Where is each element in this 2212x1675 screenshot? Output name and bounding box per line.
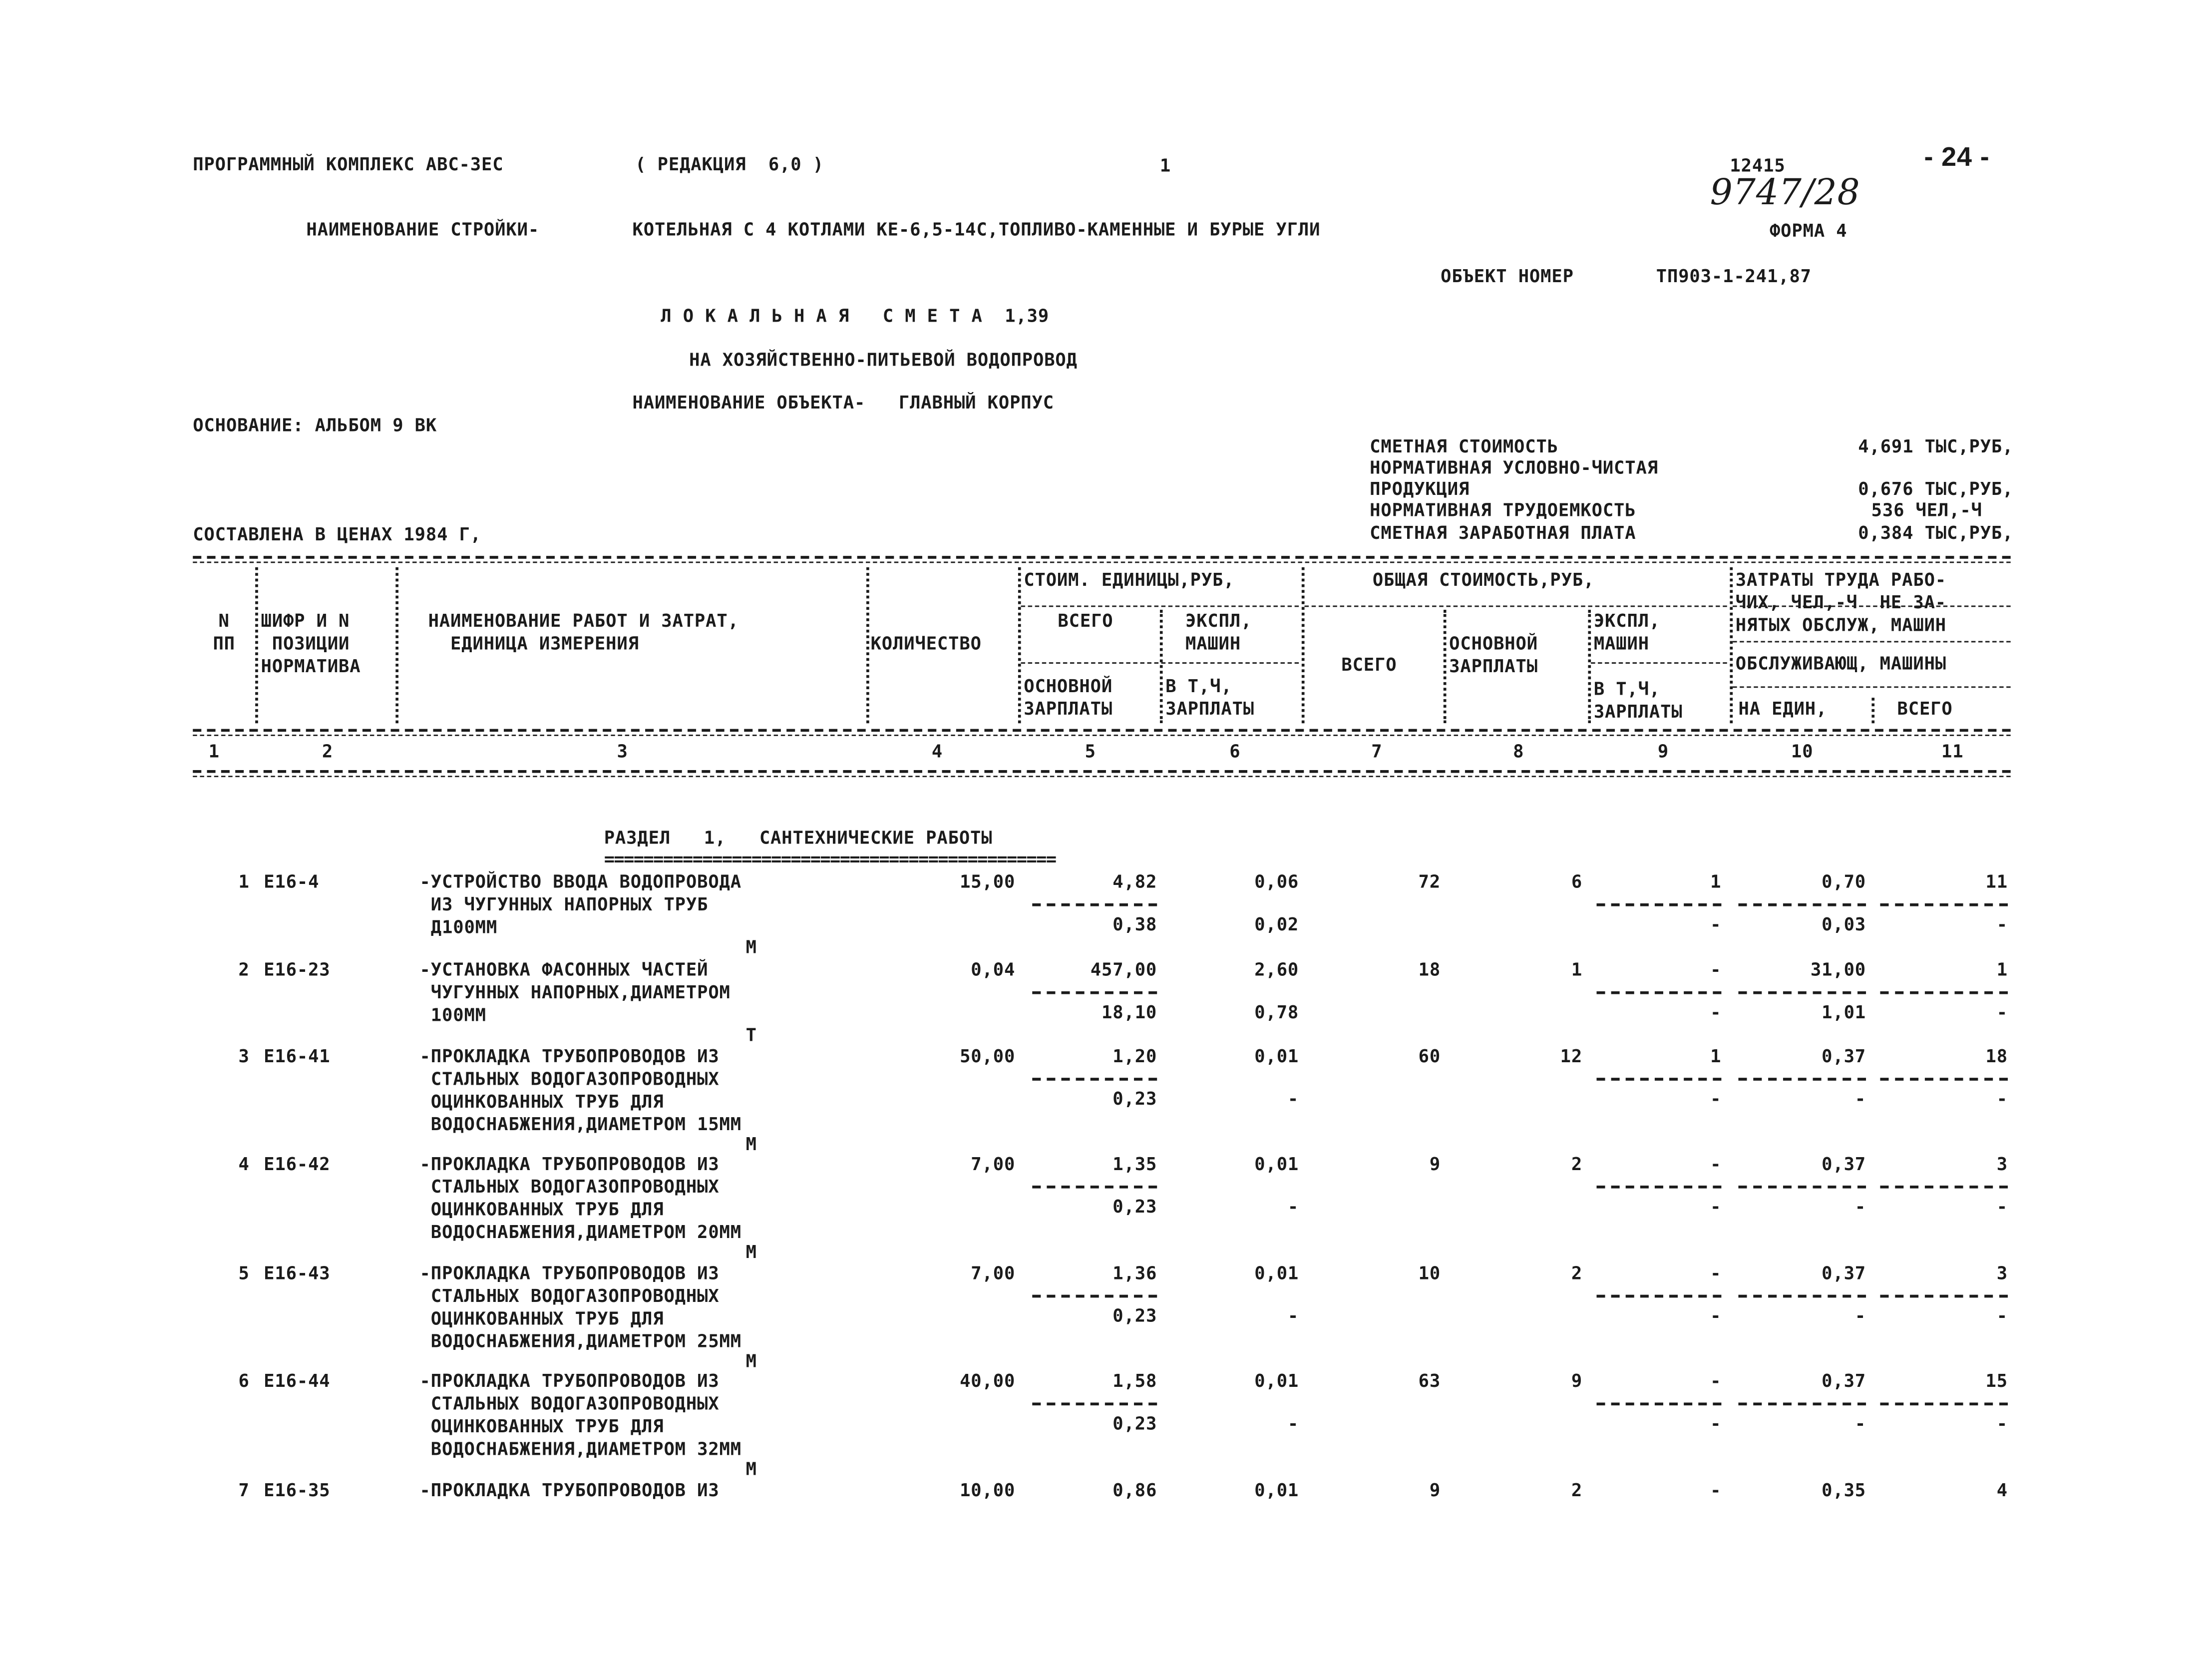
col-divider [1871,698,1874,723]
row-c5: 457,00 [1090,958,1157,980]
row-n: 2 [238,958,250,980]
cell-divider-rule [1032,1186,1157,1189]
handwritten-number: 9747/28 [1710,171,1860,213]
row-c7: 9 [1429,1479,1441,1501]
row-qty: 7,00 [971,1153,1016,1175]
section-title: РАЗДЕЛ 1, САНТЕХНИЧЕСКИЕ РАБОТЫ [604,827,993,848]
row-c6b: 0,02 [1254,913,1299,935]
col-header-c5-top: ВСЕГО [1058,610,1113,631]
cell-divider-rule [1032,903,1157,906]
row-qty: 50,00 [960,1045,1016,1067]
header-subrule [1021,606,1299,607]
cell-divider-rule [1032,1295,1157,1298]
row-c10b: - [1854,1412,1866,1434]
row-c9b: - [1710,913,1722,935]
numbers-bottom-rule [193,770,2010,773]
row-c6: 0,01 [1254,1153,1299,1175]
row-qty: 10,00 [960,1479,1016,1501]
row-name: -УСТРОЙСТВО ВВОДА ВОДОПРОВОДА ИЗ ЧУГУННЫХ НАПОРНЫХ ТРУБ Д100ММ [419,870,742,938]
col-divider [1444,610,1447,723]
cell-divider-rule [1032,991,1157,994]
object-value: ТП903-1-241,87 [1656,265,1812,287]
row-c11b: - [1996,1195,2008,1217]
row-name: -ПРОКЛАДКА ТРУБОПРОВОДОВ ИЗ СТАЛЬНЫХ ВОДОГАЗОПРОВОДНЫХ ОЦИНКОВАННЫХ ТРУБ ДЛЯ ВОДОСНАБЖЕНИЯ,ДИАМЕТРОМ 15ММ [419,1045,742,1135]
summary-label-labor: НОРМАТИВНАЯ ТРУДОЕМКОСТЬ [1370,499,1636,521]
col-divider [866,567,869,723]
cell-divider-rule [1032,1078,1157,1081]
row-c11: 15 [1985,1370,2008,1391]
row-c11b: - [1996,1412,2008,1434]
row-c7: 9 [1429,1153,1441,1175]
construction-value: КОТЕЛЬНАЯ С 4 КОТЛАМИ КЕ-6,5-14С,ТОПЛИВО-КАМЕННЫЕ И БУРЫЕ УГЛИ [632,218,1321,240]
cell-divider-rule [1597,1402,1722,1405]
summary-value-product: 0,676 ТЫС,РУБ, [1858,477,2014,499]
col-divider [1302,567,1305,723]
row-c9b: - [1710,1001,1722,1023]
row-c8: 12 [1560,1045,1583,1067]
row-unit: М [745,1458,757,1479]
summary-label-product2: ПРОДУКЦИЯ [1370,477,1470,499]
cell-divider-rule [1032,1402,1157,1405]
header-bottom-rule-2 [193,735,2010,736]
summary-label-cost: СМЕТНАЯ СТОИМОСТЬ [1370,435,1558,457]
col-header-unit-cost: СТОИМ. ЕДИНИЦЫ,РУБ, [1024,568,1235,590]
col-number: 9 [1657,740,1669,762]
row-code: Е16-42 [264,1153,331,1175]
row-c5b: 0,23 [1112,1195,1157,1217]
col-header-c6-top: ЭКСПЛ, МАШИН [1185,610,1252,654]
col-divider [395,567,398,723]
row-c9b: - [1710,1195,1722,1217]
row-c11: 11 [1985,870,2008,892]
row-unit: М [745,1241,757,1262]
row-n: 6 [238,1370,250,1391]
col-divider [255,567,258,723]
header-subrule [1021,662,1299,664]
row-qty: 7,00 [971,1262,1016,1283]
row-c6: 0,01 [1254,1370,1299,1391]
summary-value-cost: 4,691 ТЫС,РУБ, [1858,435,2014,457]
cell-divider-rule [1880,1295,2008,1298]
cell-divider-rule [1880,1402,2008,1405]
row-name: -ПРОКЛАДКА ТРУБОПРОВОДОВ ИЗ СТАЛЬНЫХ ВОДОГАЗОПРОВОДНЫХ ОЦИНКОВАННЫХ ТРУБ ДЛЯ ВОДОСНАБЖЕНИЯ,ДИАМЕТРОМ 25ММ [419,1262,742,1352]
row-code: Е16-41 [264,1045,331,1067]
row-qty: 40,00 [960,1370,1016,1391]
row-c5b: 0,23 [1112,1412,1157,1434]
row-c11: 4 [1996,1479,2008,1501]
row-c9: - [1710,1262,1722,1283]
row-unit: М [745,1133,757,1155]
summary-label-wages: СМЕТНАЯ ЗАРАБОТНАЯ ПЛАТА [1370,522,1636,543]
estimate-subtitle: НА ХОЗЯЙСТВЕННО-ПИТЬЕВОЙ ВОДОПРОВОД [689,349,1078,371]
cell-divider-rule [1597,1078,1722,1081]
row-c6b: - [1287,1304,1299,1326]
col-divider [1730,567,1733,723]
row-c9: - [1710,1153,1722,1175]
cell-divider-rule [1738,1402,1866,1405]
row-c8: 6 [1571,870,1583,892]
row-c9: 1 [1710,1045,1722,1067]
col-header-labor-2: ОБСЛУЖИВАЮЩ, МАШИНЫ [1735,652,1947,674]
summary-value-labor: 536 ЧЕЛ,-Ч [1871,499,1982,521]
row-c11b: - [1996,1304,2008,1326]
row-c5: 1,20 [1112,1045,1157,1067]
row-c10b: 1,01 [1822,1001,1866,1023]
header-subrule [1733,686,2011,688]
row-c11: 3 [1996,1153,2008,1175]
row-c10: 0,37 [1822,1153,1866,1175]
cell-divider-rule [1597,903,1722,906]
col-header-c11: ВСЕГО [1897,698,1953,719]
col-number: 2 [322,740,334,762]
row-c8: 2 [1571,1479,1583,1501]
program-edition: ( РЕДАКЦИЯ 6,0 ) [635,153,824,175]
cell-divider-rule [1880,991,2008,994]
row-c10: 0,37 [1822,1045,1866,1067]
row-c8: 2 [1571,1153,1583,1175]
col-number: 8 [1513,740,1524,762]
row-c10: 0,37 [1822,1370,1866,1391]
row-c6b: 0,78 [1254,1001,1299,1023]
object-name: НАИМЕНОВАНИЕ ОБЪЕКТА- ГЛАВНЫЙ КОРПУС [632,391,1054,413]
object-label: ОБЪЕКТ НОМЕР [1441,265,1574,287]
row-c9b: - [1710,1412,1722,1434]
cell-divider-rule [1738,903,1866,906]
col-header-qty: КОЛИЧЕСТВО [870,632,982,654]
row-code: Е16-35 [264,1479,331,1501]
row-code: Е16-23 [264,958,331,980]
row-c5: 1,36 [1112,1262,1157,1283]
col-divider [1018,567,1021,723]
row-unit: Т [745,1024,757,1045]
row-c6: 0,01 [1254,1262,1299,1283]
row-qty: 15,00 [960,870,1016,892]
col-number: 10 [1791,740,1814,762]
cell-divider-rule [1738,1078,1866,1081]
numbers-bottom-rule-2 [193,776,2010,777]
row-c6b: - [1287,1412,1299,1434]
header-bottom-rule [193,729,2010,732]
row-n: 3 [238,1045,250,1067]
cell-divider-rule [1597,1186,1722,1189]
row-c5b: 0,23 [1112,1088,1157,1109]
row-c11b: - [1996,913,2008,935]
row-c5b: 18,10 [1102,1001,1157,1023]
row-c8: 2 [1571,1262,1583,1283]
col-number: 3 [617,740,628,762]
row-c6b: - [1287,1195,1299,1217]
row-n: 4 [238,1153,250,1175]
row-c6: 0,01 [1254,1045,1299,1067]
col-number: 4 [931,740,943,762]
row-c10: 0,35 [1822,1479,1866,1501]
cell-divider-rule [1597,991,1722,994]
col-header-c8: ОСНОВНОЙ ЗАРПЛАТЫ [1449,632,1538,677]
row-c10b: - [1854,1304,1866,1326]
row-c10: 0,37 [1822,1262,1866,1283]
program-name: ПРОГРАММНЫЙ КОМПЛЕКС АВС-3ЕС [193,153,504,175]
col-divider [1160,610,1163,723]
construction-label: НАИМЕНОВАНИЕ СТРОЙКИ- [306,218,540,240]
row-n: 7 [238,1479,250,1501]
row-name: -ПРОКЛАДКА ТРУБОПРОВОДОВ ИЗ [419,1479,720,1501]
row-n: 5 [238,1262,250,1283]
col-number: 11 [1941,740,1964,762]
row-c7: 72 [1418,870,1441,892]
col-divider [1588,610,1591,723]
cell-divider-rule [1880,1078,2008,1081]
row-code: Е16-43 [264,1262,331,1283]
row-c6: 0,01 [1254,1479,1299,1501]
col-header-c10: НА ЕДИН, [1738,698,1828,719]
row-c9: 1 [1710,870,1722,892]
col-header-c7: ВСЕГО [1341,654,1397,675]
row-c11: 1 [1996,958,2008,980]
row-c5b: 0,38 [1112,913,1157,935]
row-c5b: 0,23 [1112,1304,1157,1326]
cell-divider-rule [1738,1295,1866,1298]
sheet-number: 1 [1159,154,1171,176]
row-c7: 63 [1418,1370,1441,1391]
col-number: 7 [1371,740,1383,762]
col-header-c6-bot: В Т,Ч, ЗАРПЛАТЫ [1165,675,1255,719]
header-subrule [1305,606,1727,607]
row-c9b: - [1710,1304,1722,1326]
row-name: -ПРОКЛАДКА ТРУБОПРОВОДОВ ИЗ СТАЛЬНЫХ ВОДОГАЗОПРОВОДНЫХ ОЦИНКОВАННЫХ ТРУБ ДЛЯ ВОДОСНАБЖЕНИЯ,ДИАМЕТРОМ 32ММ [419,1370,742,1460]
estimate-title: Л О К А Л Ь Н А Я С М Е Т А 1,39 [661,305,1050,327]
col-header-code: ШИФР И N ПОЗИЦИИ НОРМАТИВА [261,610,361,677]
col-number: 1 [208,740,220,762]
row-c6b: - [1287,1088,1299,1109]
row-c5: 0,86 [1112,1479,1157,1501]
col-number: 5 [1085,740,1096,762]
row-c10b: - [1854,1195,1866,1217]
row-c9: - [1710,958,1722,980]
row-c10b: 0,03 [1822,913,1866,935]
col-number: 6 [1229,740,1241,762]
col-header-c9: ЭКСПЛ, МАШИН В Т,Ч, ЗАРПЛАТЫ [1593,610,1683,722]
document-number: 12415 [1730,154,1786,176]
col-header-total-cost: ОБЩАЯ СТОИМОСТЬ,РУБ, [1372,568,1595,590]
col-header-num: N ПП [213,610,235,654]
price-basis: СОСТАВЛЕНА В ЦЕНАХ 1984 Г, [193,523,481,545]
row-c7: 10 [1418,1262,1441,1283]
page-number: - 24 - [1924,143,1990,173]
row-c11b: - [1996,1001,2008,1023]
row-c8: 9 [1571,1370,1583,1391]
row-c10: 31,00 [1810,958,1866,980]
basis: ОСНОВАНИЕ: АЛЬБОМ 9 ВК [193,414,437,435]
row-c7: 18 [1418,958,1441,980]
row-name: -ПРОКЛАДКА ТРУБОПРОВОДОВ ИЗ СТАЛЬНЫХ ВОДОГАЗОПРОВОДНЫХ ОЦИНКОВАННЫХ ТРУБ ДЛЯ ВОДОСНАБЖЕНИЯ,ДИАМЕТРОМ 20ММ [419,1153,742,1243]
form-label: ФОРМА 4 [1769,220,1847,241]
row-c11: 3 [1996,1262,2008,1283]
row-code: Е16-4 [264,870,320,892]
row-c7: 60 [1418,1045,1441,1067]
summary-label-product: НОРМАТИВНАЯ УСЛОВНО-ЧИСТАЯ [1370,456,1658,478]
row-unit: М [745,936,757,957]
row-unit: М [745,1350,757,1371]
row-n: 1 [238,870,250,892]
row-c5: 4,82 [1112,870,1157,892]
row-qty: 0,04 [971,958,1016,980]
row-c8: 1 [1571,958,1583,980]
summary-value-wages: 0,384 ТЫС,РУБ, [1858,522,2014,543]
table-top-rule [193,556,2010,559]
row-code: Е16-44 [264,1370,331,1391]
header-subrule [1733,641,2011,643]
cell-divider-rule [1597,1295,1722,1298]
row-c9b: - [1710,1088,1722,1109]
row-c10: 0,70 [1822,870,1866,892]
row-c11b: - [1996,1088,2008,1109]
row-c11: 18 [1985,1045,2008,1067]
cell-divider-rule [1880,1186,2008,1189]
row-name: -УСТАНОВКА ФАСОННЫХ ЧАСТЕЙ ЧУГУННЫХ НАПОРНЫХ,ДИАМЕТРОМ 100ММ [419,958,731,1026]
cell-divider-rule [1738,991,1866,994]
row-c5: 1,35 [1112,1153,1157,1175]
col-header-name: НАИМЕНОВАНИЕ РАБОТ И ЗАТРАТ, ЕДИНИЦА ИЗМЕРЕНИЯ [428,610,739,654]
row-c9: - [1710,1479,1722,1501]
cell-divider-rule [1880,903,2008,906]
row-c5: 1,58 [1112,1370,1157,1391]
col-header-labor: ЗАТРАТЫ ТРУДА РАБО- ЧИХ, ЧЕЛ,-Ч НЕ ЗА- НЯТЫХ ОБСЛУЖ, МАШИН [1735,568,1947,636]
row-c9: - [1710,1370,1722,1391]
row-c6: 2,60 [1254,958,1299,980]
col-header-c5-bot: ОСНОВНОЙ ЗАРПЛАТЫ [1024,675,1113,719]
row-c10b: - [1854,1088,1866,1109]
row-c6: 0,06 [1254,870,1299,892]
section-underline: ============================================== [604,848,1056,869]
table-top-rule-2 [193,562,2010,563]
cell-divider-rule [1738,1186,1866,1189]
